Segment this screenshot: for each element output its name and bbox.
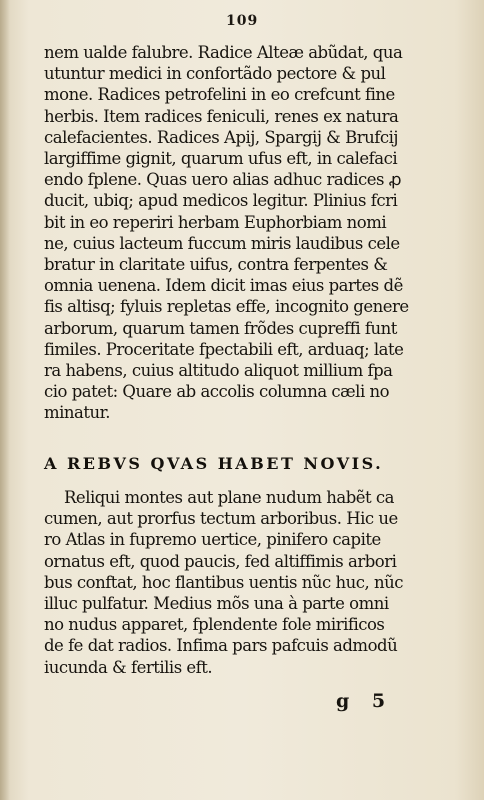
text-line: largiffime gignit, quarum ufus eft, in calefaci [44, 149, 398, 169]
paragraph-main [44, 42, 464, 424]
section-heading: A REBVS QVAS HABET NOVIS. [44, 454, 384, 473]
text-line: ro Atlas in fupremo uertice, pinifero capite [44, 530, 381, 550]
text-line: ducit, ubiq; apud medicos legitur. Plinius fcri [44, 191, 398, 211]
text-line: utuntur medici in confortãdo pectore & pul [44, 64, 386, 84]
page-gutter-shadow [0, 0, 10, 800]
text-line: ornatus eft, quod paucis, fed altiffimis arbori [44, 551, 397, 571]
text-line: minatur. [44, 403, 110, 423]
page-number: 109 [226, 13, 259, 29]
text-line: bit in eo reperiri herbam Euphorbiam nomi [44, 212, 387, 232]
paragraph-second [44, 487, 464, 678]
text-line: arborum, quarum tamen frõdes cupreffi funt [44, 318, 397, 338]
text-line: endo fplene. Quas uero alias adhuc radices ꝓ [44, 170, 402, 190]
text-line: Reliqui montes aut plane nudum habẽt ca [64, 488, 394, 507]
text-line: cumen, aut prorfus tectum arboribus. Hic ue [44, 509, 398, 529]
text-line: illuc pulfatur. Medius mõs una à parte omni [44, 594, 389, 614]
text-line: bratur in claritate uifus, contra ferpentes & [44, 255, 388, 275]
text-line: iucunda & fertilis eft. [44, 657, 213, 677]
text-line: nem ualde falubre. Radice Alteæ abũdat, qua [44, 43, 403, 62]
text-line: ra habens, cuius altitudo aliquot millium fpa [44, 361, 393, 381]
text-line: mone. Radices petrofelini in eo crefcunt fine [44, 85, 395, 105]
text-line: calefacientes. Radices Apij, Spargij & Brufcij [44, 127, 398, 147]
text-line: omnia uenena. Idem dicit imas eius partes dẽ [44, 276, 403, 296]
text-line: no nudus apparet, fplendente fole mirificos [44, 615, 385, 635]
text-line: ne, cuius lacteum fuccum miris laudibus cele [44, 233, 400, 253]
signature-mark: g 5 [336, 690, 394, 712]
text-line: de fe dat radios. Infima pars pafcuis admodũ [44, 636, 398, 656]
text-line: herbis. Item radices feniculi, renes ex natura [44, 106, 399, 126]
text-line: fimiles. Proceritate fpectabili eft, arduaq; late [44, 339, 404, 359]
text-line: bus conftat, hoc flantibus uentis nũc huc, nũc [44, 572, 403, 592]
text-line: cio patet: Quare ab accolis columna cæli no [44, 382, 390, 402]
text-line: fis altisq; fyluis repletas effe, incognito genere [44, 297, 409, 317]
